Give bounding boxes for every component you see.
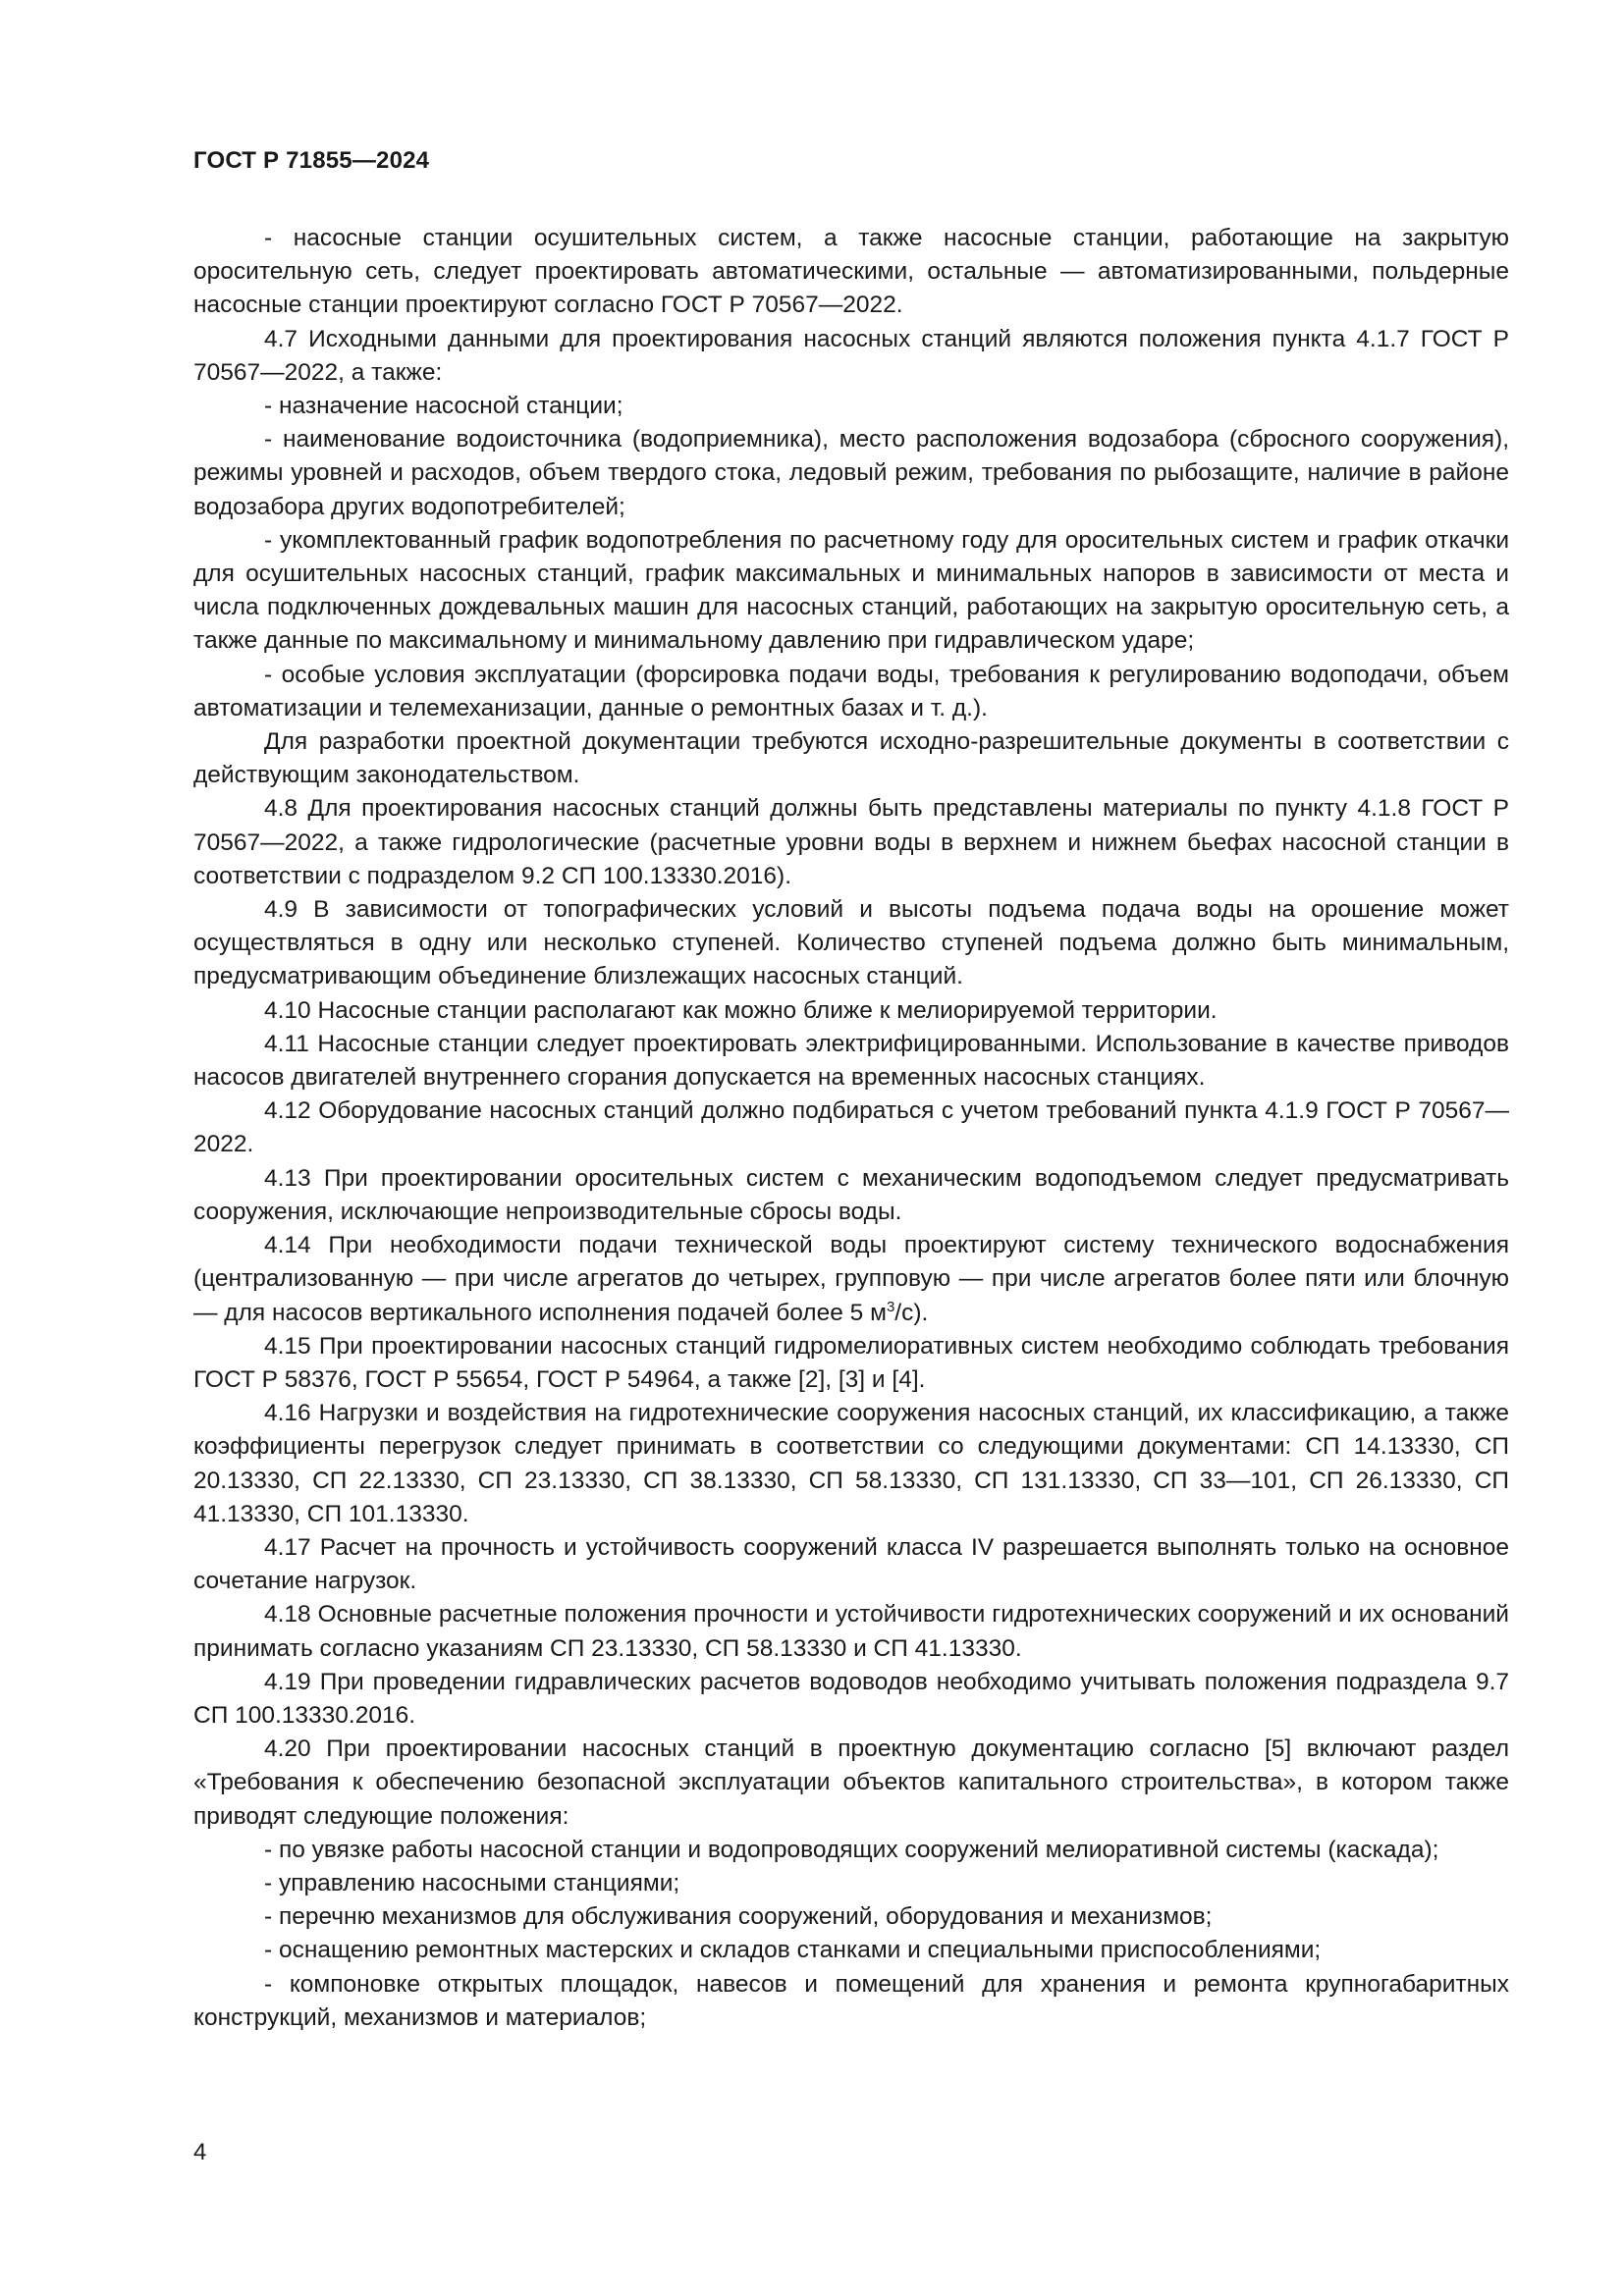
paragraph-4-14-tail: /с). bbox=[894, 1299, 929, 1326]
paragraph: 4.9 В зависимости от топографических условий и высоты подъема подача воды на орошение может осуществляться в одну или несколько ступеней. Количество ступеней подъема должно быть минимальным, предусматривающим объединение близлежащих насосных станций. bbox=[193, 896, 1509, 990]
paragraph: - по увязке работы насосной станции и водопроводящих сооружений мелиоративной системы (каскада); bbox=[264, 1836, 1439, 1863]
paragraph-4-14-text: 4.14 При необходимости подачи технической воды проектируют систему технического водоснабжения (централизованную — при числе агрегатов до четырех, групповую — при числе агрегатов более пяти или блочную — для насосов вертикального исполнения подачей более 5 м bbox=[193, 1232, 1509, 1326]
paragraph: 4.17 Расчет на прочность и устойчивость сооружений класса IV разрешается выполнять только на основное сочетание нагрузок. bbox=[193, 1533, 1509, 1595]
paragraph: - управлению насосными станциями; bbox=[264, 1869, 680, 1896]
paragraph: - насосные станции осушительных систем, а также насосные станции, работающие на закрытую оросительную сеть, следует проектировать автоматическими, остальные — автоматизированными, польдерные насосные станции проектируют согласно ГОСТ Р 70567—2022. bbox=[193, 225, 1509, 319]
paragraph: 4.13 При проектировании оросительных систем с механическим водоподъемом следует предусматривать сооружения, исключающие непроизводительные сбросы воды. bbox=[193, 1164, 1509, 1225]
paragraph: - особые условия эксплуатации (форсировка подачи воды, требования к регулированию водоподачи, объем автоматизации и телемеханизации, данные о ремонтных базах и т. д.). bbox=[193, 661, 1509, 721]
document-body bbox=[193, 222, 1509, 2035]
paragraph: - оснащению ремонтных мастерских и складов станками и специальными приспособлениями; bbox=[264, 1937, 1322, 1964]
paragraph: 4.12 Оборудование насосных станций должно подбираться с учетом требований пункта 4.1.9 ГОСТ Р 70567—2022. bbox=[193, 1097, 1509, 1158]
document-code-header: ГОСТ Р 71855—2024 bbox=[193, 147, 430, 174]
paragraph: 4.15 При проектировании насосных станций гидромелиоративных систем необходимо соблюдать требования ГОСТ Р 58376, ГОСТ Р 55654, ГОСТ Р 54964, а также [2], [3] и [4]. bbox=[193, 1332, 1509, 1393]
paragraph: 4.18 Основные расчетные положения прочности и устойчивости гидротехнических сооружений и их оснований принимать согласно указаниям СП 23.13330, СП 58.13330 и СП 41.13330. bbox=[193, 1601, 1509, 1662]
page-number: 4 bbox=[193, 2139, 207, 2165]
paragraph: - компоновке открытых площадок, навесов и помещений для хранения и ремонта крупногабаритных конструкций, механизмов и материалов; bbox=[193, 1970, 1509, 2031]
paragraph: - укомплектованный график водопотребления по расчетному году для оросительных систем и график откачки для осушительных насосных станций, график максимальных и минимальных напоров в зависимости от места и числа подключенных дождевальных машин для насосных станций, работающих на закрытую оросительную сеть, а также данные по максимальному и минимальному давлению при гидравлическом ударе; bbox=[193, 526, 1509, 655]
paragraph: 4.20 При проектировании насосных станций в проектную документацию согласно [5] включают раздел «Требования к обеспечению безопасной эксплуатации объектов капитального строительства», в котором также приводят следующие положения: bbox=[193, 1735, 1509, 1830]
paragraph: 4.8 Для проектирования насосных станций должны быть представлены материалы по пункту 4.1.8 ГОСТ Р 70567—2022, а также гидрологические (расчетные уровни воды в верхнем и нижнем бьефах насосной станции в соответствии с подразделом 9.2 СП 100.13330.2016). bbox=[193, 795, 1509, 889]
paragraph: 4.11 Насосные станции следует проектировать электрифицированными. Использование в качестве приводов насосов двигателей внутреннего сгорания допускается на временных насосных станциях. bbox=[193, 1030, 1509, 1092]
paragraph: - перечню механизмов для обслуживания сооружений, оборудования и механизмов; bbox=[264, 1903, 1213, 1931]
paragraph-4-14 bbox=[193, 1229, 1509, 1330]
paragraph: 4.19 При проведении гидравлических расчетов водоводов необходимо учитывать положения подраздела 9.7 СП 100.13330.2016. bbox=[193, 1668, 1509, 1729]
paragraph: 4.10 Насосные станции располагают как можно ближе к мелиорируемой территории. bbox=[264, 996, 1218, 1024]
paragraph: - наименование водоисточника (водоприемника), место расположения водозабора (сбросного сооружения), режимы уровней и расходов, объем твердого стока, ледовый режим, требования по рыбозащите, наличие в районе водозабора других водопотребителей; bbox=[193, 426, 1509, 520]
paragraph: - назначение насосной станции; bbox=[264, 393, 623, 420]
superscript: 3 bbox=[886, 1298, 895, 1315]
paragraph: Для разработки проектной документации требуются исходно-разрешительные документы в соответствии с действующим законодательством. bbox=[193, 728, 1509, 789]
paragraph: 4.7 Исходными данными для проектирования насосных станций являются положения пункта 4.1.7 ГОСТ Р 70567—2022, а также: bbox=[193, 325, 1509, 386]
paragraph: 4.16 Нагрузки и воздействия на гидротехнические сооружения насосных станций, их классификацию, а также коэффициенты перегрузок следует принимать в соответствии со следующими документами: СП 14.13330, СП 20.13330, СП 22.13330, СП 23.13330, СП 38.13330, СП 58.13330, СП 131.13330, СП 33—101, СП 26.13330, СП 41.13330, СП 101.13330. bbox=[193, 1400, 1509, 1527]
